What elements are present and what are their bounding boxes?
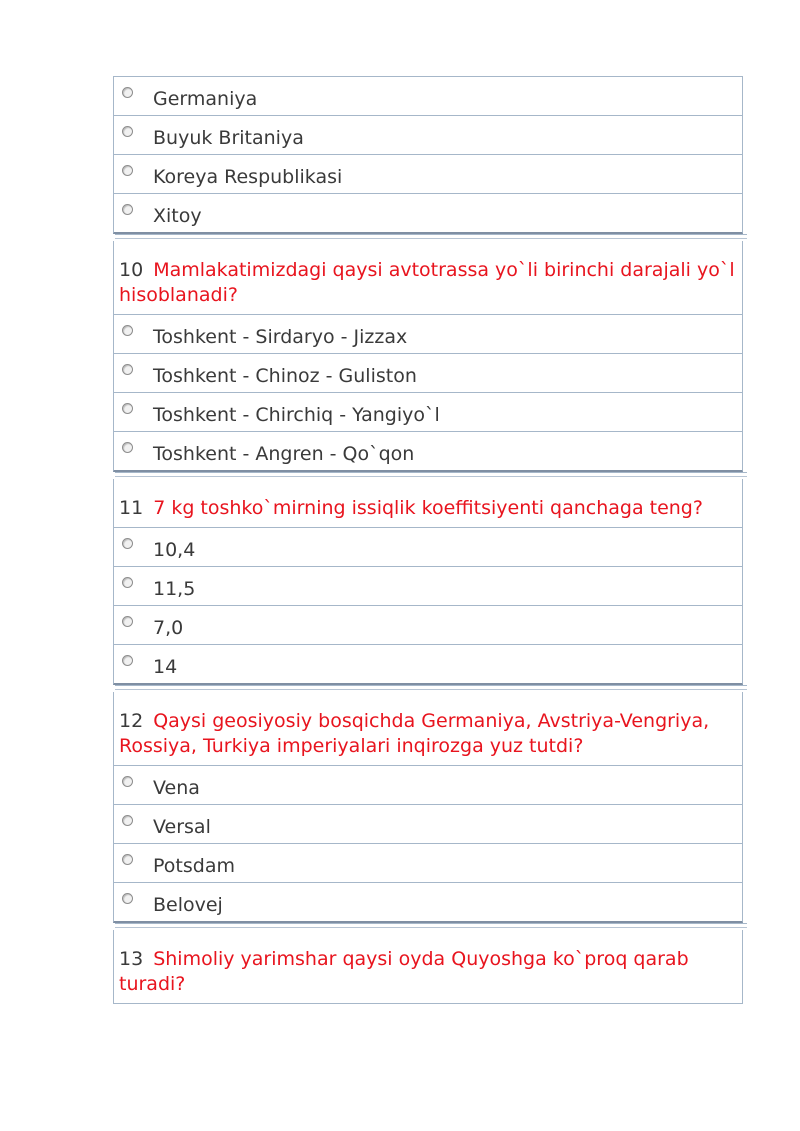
option-label: Buyuk Britaniya xyxy=(153,127,304,149)
answer-option[interactable] xyxy=(113,645,743,685)
option-label: Versal xyxy=(153,816,211,838)
radio-button[interactable] xyxy=(122,616,133,627)
question-separator xyxy=(115,472,747,479)
question-text xyxy=(113,930,743,1004)
answer-option[interactable] xyxy=(113,116,743,155)
radio-button[interactable] xyxy=(122,165,133,176)
answer-option[interactable] xyxy=(113,393,743,432)
radio-button[interactable] xyxy=(122,87,133,98)
question-number: 10 xyxy=(119,259,144,281)
option-label: Toshkent - Chinoz - Guliston xyxy=(153,365,417,387)
question-prompt: Shimoliy yarimshar qaysi oyda Quyoshga ko`proq qarab turadi? xyxy=(119,948,689,995)
option-label: 10,4 xyxy=(153,539,196,561)
question-text xyxy=(113,479,743,528)
radio-button[interactable] xyxy=(122,126,133,137)
question-prompt: 7 kg toshko`mirning issiqlik koeffitsiyenti qanchaga teng? xyxy=(153,497,703,519)
option-label: 7,0 xyxy=(153,617,184,639)
question-number: 12 xyxy=(119,710,144,732)
question-text xyxy=(113,241,743,315)
radio-button[interactable] xyxy=(122,776,133,787)
question-separator xyxy=(115,234,747,241)
quiz-container xyxy=(113,76,743,1004)
radio-button[interactable] xyxy=(122,403,133,414)
question-separator xyxy=(115,923,747,930)
answer-option[interactable] xyxy=(113,606,743,645)
option-label: Koreya Respublikasi xyxy=(153,166,343,188)
answer-option[interactable] xyxy=(113,883,743,923)
option-label: Toshkent - Angren - Qo`qon xyxy=(153,443,415,465)
option-label: 14 xyxy=(153,656,178,678)
radio-button[interactable] xyxy=(122,655,133,666)
answer-option[interactable] xyxy=(113,567,743,606)
option-label: Belovej xyxy=(153,894,223,916)
answer-option[interactable] xyxy=(113,194,743,234)
option-label: Toshkent - Sirdaryo - Jizzax xyxy=(153,326,408,348)
answer-option[interactable] xyxy=(113,155,743,194)
answer-option[interactable] xyxy=(113,432,743,472)
answer-option[interactable] xyxy=(113,844,743,883)
radio-button[interactable] xyxy=(122,577,133,588)
question-prompt: Mamlakatimizdagi qaysi avtotrassa yo`li birinchi darajali yo`l hisoblanadi? xyxy=(119,259,735,306)
radio-button[interactable] xyxy=(122,364,133,375)
radio-button[interactable] xyxy=(122,538,133,549)
option-label: 11,5 xyxy=(153,578,196,600)
option-label: Vena xyxy=(153,777,200,799)
answer-option[interactable] xyxy=(113,315,743,354)
question-prompt: Qaysi geosiyosiy bosqichda Germaniya, Avstriya-Vengriya, Rossiya, Turkiya imperiyalari inqirozga yuz tutdi? xyxy=(119,710,710,757)
radio-button[interactable] xyxy=(122,204,133,215)
option-label: Germaniya xyxy=(153,88,258,110)
radio-button[interactable] xyxy=(122,325,133,336)
radio-button[interactable] xyxy=(122,893,133,904)
option-label: Toshkent - Chirchiq - Yangiyo`l xyxy=(153,404,440,426)
option-label: Potsdam xyxy=(153,855,235,877)
question-text xyxy=(113,692,743,766)
radio-button[interactable] xyxy=(122,815,133,826)
answer-option[interactable] xyxy=(113,805,743,844)
answer-option[interactable] xyxy=(113,76,743,116)
option-label: Xitoy xyxy=(153,205,202,227)
question-separator xyxy=(115,685,747,692)
answer-option[interactable] xyxy=(113,528,743,567)
question-number: 11 xyxy=(119,497,144,519)
radio-button[interactable] xyxy=(122,854,133,865)
answer-option[interactable] xyxy=(113,354,743,393)
radio-button[interactable] xyxy=(122,442,133,453)
answer-option[interactable] xyxy=(113,766,743,805)
question-number: 13 xyxy=(119,948,144,970)
